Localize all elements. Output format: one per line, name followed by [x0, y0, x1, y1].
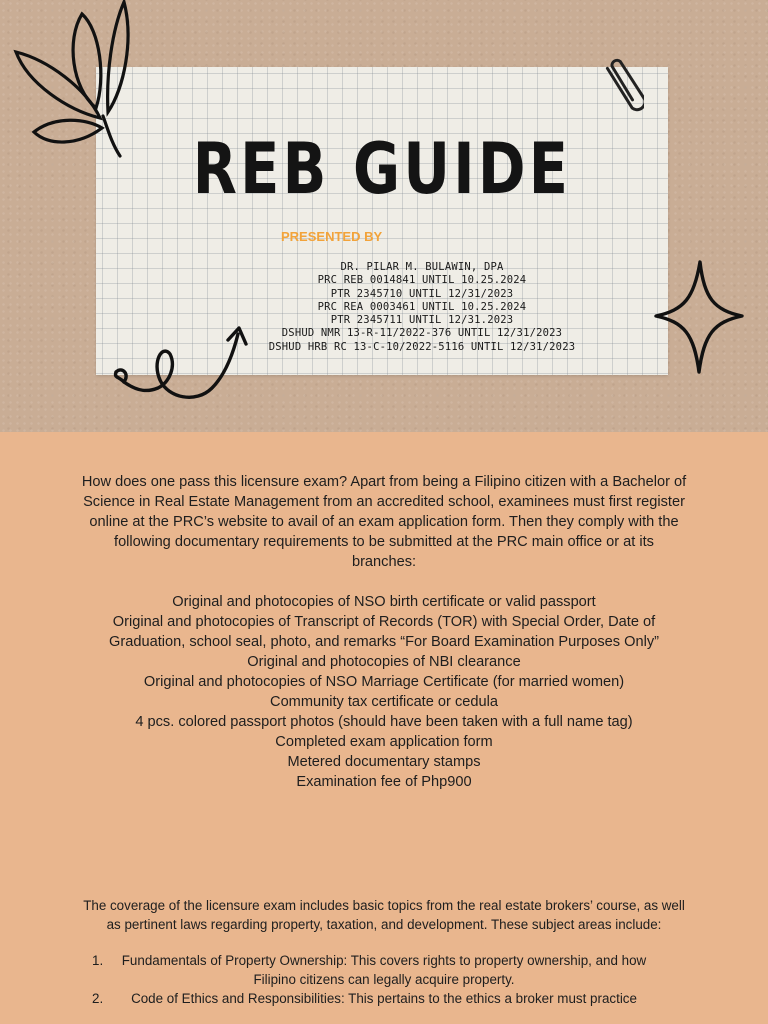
topic-text: Code of Ethics and Responsibilities: This pertains to the ethics a broker must practice — [131, 991, 637, 1006]
leaf-doodle-icon — [8, 0, 138, 160]
credential-line: DSHUD HRB RC 13-C-10/2022-5116 UNTIL 12/31/2023 — [268, 340, 576, 353]
cover-section — [0, 0, 768, 432]
presenter-credentials — [232, 261, 612, 354]
intro-paragraph: How does one pass this licensure exam? Apart from being a Filipino citizen with a Bachelor of Science in Real Estate Management from an accredited school, examinees must first register online at the PRC’s website to avail of an exam application form. Then they comply with the following documentary requirements to be submitted at the PRC main office or at its branches: — [81, 474, 687, 570]
credential-line: DSHUD NMR 13-R-11/2022-376 UNTIL 12/31/2023 — [281, 327, 563, 340]
credential-line: PRC REB 0014841 UNTIL 10.25.2024 — [317, 274, 527, 287]
credential-line: PRC REA 0003461 UNTIL 10.25.2024 — [317, 300, 527, 313]
coverage-paragraph: The coverage of the licensure exam includes basic topics from the real estate brokers’ course, as well as pertinent laws regarding property, taxation, and development. These subject areas include: — [83, 898, 685, 932]
list-item: Original and photocopies of NSO Marriage Certificate (for married women) — [143, 674, 625, 690]
paperclip-icon — [598, 56, 644, 122]
list-item: Original and photocopies of Transcript of Records (TOR) with Special Order, Date of Graduation, school seal, photo, and remarks “For Board Examination Purposes Only” — [109, 614, 659, 650]
presented-by-label: PRESENTED BY — [281, 229, 383, 244]
coverage-section — [80, 896, 688, 1008]
topic-text: Fundamentals of Property Ownership: This covers rights to property ownership, and how Filipino citizens can legally acquire property. — [121, 953, 647, 987]
list-item: Metered documentary stamps — [287, 754, 481, 770]
requirements-section — [80, 472, 688, 792]
topics-list — [80, 951, 688, 1008]
list-item — [80, 989, 688, 1008]
presenter-name: DR. PILAR M. BULAWIN, DPA — [340, 261, 504, 273]
list-item: 4 pcs. colored passport photos (should have been taken with a full name tag) — [135, 714, 633, 730]
list-item: Original and photocopies of NSO birth certificate or valid passport — [172, 594, 596, 610]
list-item: Examination fee of Php900 — [296, 774, 472, 790]
page-title: REB GUIDE — [192, 128, 572, 210]
list-item — [80, 951, 688, 989]
credential-line: PTR 2345710 UNTIL 12/31/2023 — [330, 287, 514, 300]
list-item: Community tax certificate or cedula — [270, 694, 498, 710]
requirements-list — [80, 592, 688, 792]
credential-line: PTR 2345711 UNTIL 12/31.2023 — [330, 314, 514, 327]
list-number: 2. — [92, 991, 104, 1006]
list-item: Completed exam application form — [275, 734, 493, 750]
sparkle-icon — [652, 258, 746, 376]
list-item: Original and photocopies of NBI clearance — [247, 654, 521, 670]
list-number: 1. — [92, 953, 104, 968]
